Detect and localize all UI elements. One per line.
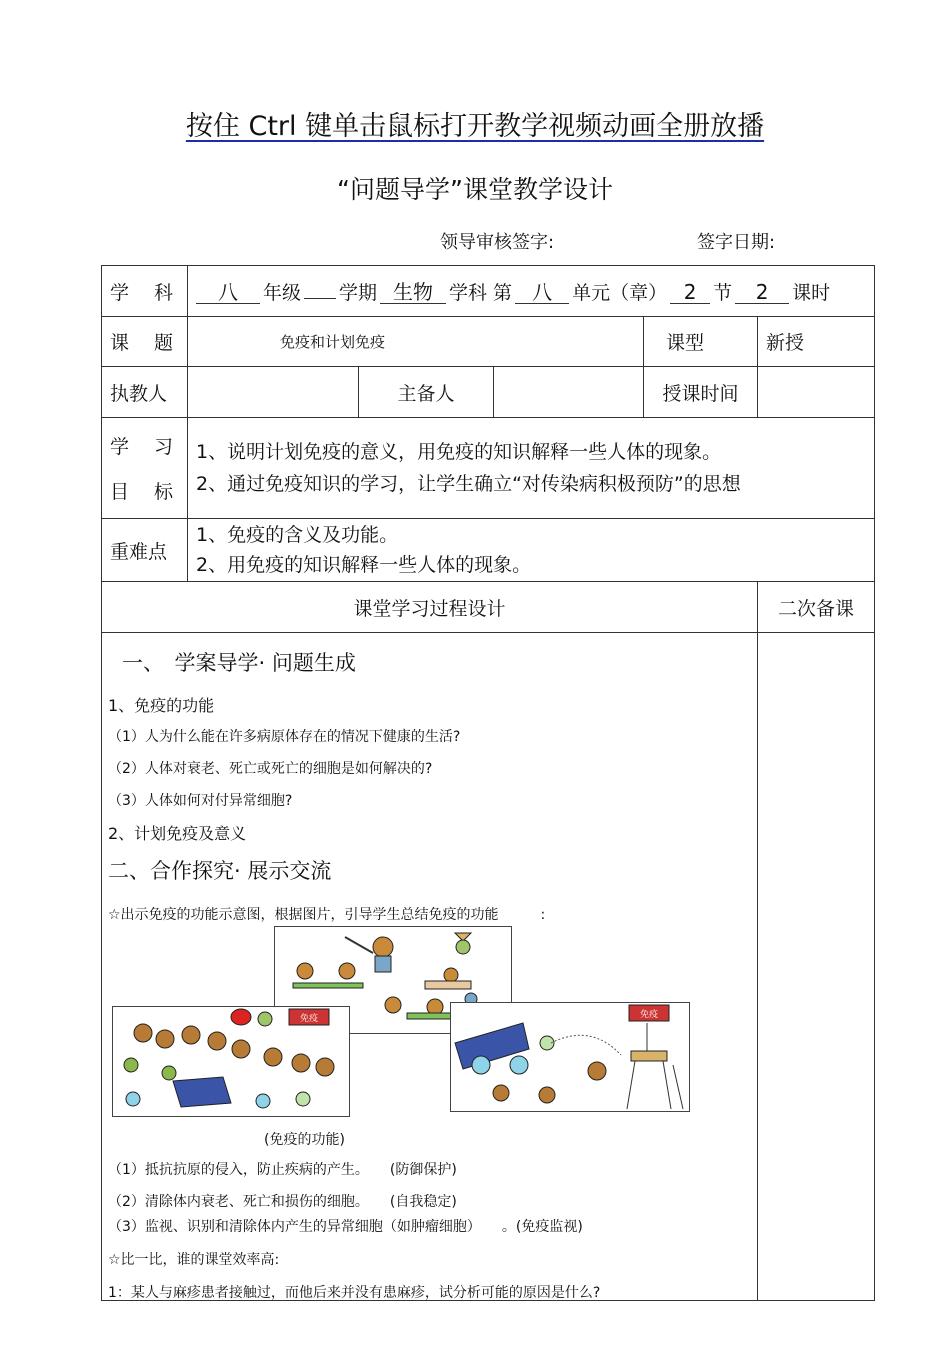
subject-label-cell	[102, 266, 188, 317]
subject-row	[102, 266, 875, 317]
function-item: （2）清除体内衰老、死亡和损伤的细胞。 (自我稳定)	[108, 1194, 457, 1210]
section-label: 节	[713, 281, 733, 304]
lesson-design-table	[101, 265, 875, 1301]
page-title: “问题导学”课堂教学设计	[337, 175, 613, 204]
function-item: （3）监视、识别和清除体内产生的异常细胞（如肿瘤细胞） 。(免疫监视)	[108, 1219, 583, 1235]
immune-illustration-watchtower	[450, 1002, 690, 1112]
teacher-row	[102, 367, 875, 418]
key-item: 2、用免疫的知识解释一些人体的现象。	[196, 554, 532, 576]
period-label: 课时	[792, 281, 831, 304]
subject-suffix-label: 学科	[449, 281, 488, 304]
unit-label: 单元（章）	[572, 281, 668, 304]
unit-prefix: 第	[493, 281, 513, 304]
content-row	[102, 633, 875, 1301]
subject-label-char: 学	[110, 281, 130, 304]
process-header-row	[102, 582, 875, 633]
subject-value: 生物	[380, 281, 446, 304]
function-item: （1）抵抗抗原的侵入，防止疾病的产生。 (防御保护)	[108, 1162, 457, 1178]
topic-value: 免疫和计划免疫	[188, 317, 644, 367]
type-label: 课型	[644, 317, 758, 367]
topic-label-char: 题	[153, 332, 173, 354]
grade-value: 八	[196, 281, 260, 304]
sign-date-label: 签字日期:	[697, 232, 776, 253]
section2-heading: 二、合作探究· 展示交流	[108, 859, 332, 883]
key-cell	[188, 519, 875, 582]
teacher-value	[188, 367, 359, 418]
flag-text: 免疫	[639, 1010, 659, 1020]
topic-row	[102, 317, 875, 367]
section-value: 2	[670, 281, 710, 304]
image-caption: (免疫的功能)	[264, 1132, 345, 1148]
second-prep-header: 二次备课	[758, 582, 875, 633]
leader-sign-label: 领导审核签字:	[440, 232, 555, 253]
question-item: （1）人为什么能在许多病原体存在的情况下健康的生活?	[108, 729, 461, 745]
question-item: （3）人体如何对付异常细胞?	[108, 793, 293, 809]
topic-label-cell	[102, 317, 188, 367]
preparer-label: 主备人	[359, 367, 494, 418]
illustration-figures	[455, 1005, 683, 1109]
goals-cell	[188, 418, 875, 519]
type-value: 新授	[758, 317, 875, 367]
preparer-value	[494, 367, 644, 418]
second-prep-cell	[758, 633, 875, 1301]
subject-info-cell	[188, 266, 875, 317]
goal-item: 1、说明计划免疫的意义，用免疫的知识解释一些人体的现象。	[196, 441, 722, 463]
topic-label-char: 课	[110, 332, 130, 354]
video-link[interactable]	[0, 104, 950, 143]
subject-label-char: 科	[153, 281, 173, 304]
question-item: （2）人体对衰老、死亡或死亡的细胞是如何解决的?	[108, 761, 433, 777]
semester-label: 学期	[339, 281, 378, 304]
question-1: 1：某人与麻疹患者接触过，而他后来并没有患麻疹，试分析可能的原因是什么?	[108, 1285, 601, 1301]
unit-value: 八	[515, 281, 569, 304]
item1-title: 1、免疫的功能	[108, 696, 215, 715]
goals-label-char: 标	[153, 481, 173, 503]
teacher-label: 执教人	[102, 367, 188, 418]
key-row	[102, 519, 875, 582]
video-link-text[interactable]: 按住 Ctrl 键单击鼠标打开教学视频动画全册放播	[185, 111, 765, 142]
flag-text: 免疫	[299, 1014, 319, 1024]
time-value	[758, 367, 875, 418]
grade-label: 年级	[263, 281, 302, 304]
goals-label-char: 学	[110, 436, 130, 458]
item2-title: 2、计划免疫及意义	[108, 824, 247, 843]
goals-label-char: 目	[110, 481, 130, 503]
goals-row	[102, 418, 875, 519]
time-label: 授课时间	[644, 367, 758, 418]
goal-item: 2、通过免疫知识的学习，让学生确立“对传染病积极预防”的思想	[196, 473, 741, 495]
key-label: 重难点	[102, 519, 188, 582]
star-intro: ☆出示免疫的功能示意图，根据图片，引导学生总结免疫的功能 :	[108, 907, 546, 923]
process-content-cell	[102, 633, 758, 1301]
key-item: 1、免疫的含义及功能。	[196, 524, 399, 546]
section1-heading: 一、 学案导学· 问题生成	[122, 651, 356, 675]
goals-label-cell	[102, 418, 188, 519]
goals-label-char: 习	[153, 436, 173, 458]
semester-blank	[304, 298, 336, 299]
compare-intro: ☆比一比，谁的课堂效率高:	[108, 1252, 280, 1268]
period-value: 2	[735, 281, 789, 304]
process-header: 课堂学习过程设计	[102, 582, 758, 633]
immune-illustration-battle	[112, 1006, 350, 1117]
